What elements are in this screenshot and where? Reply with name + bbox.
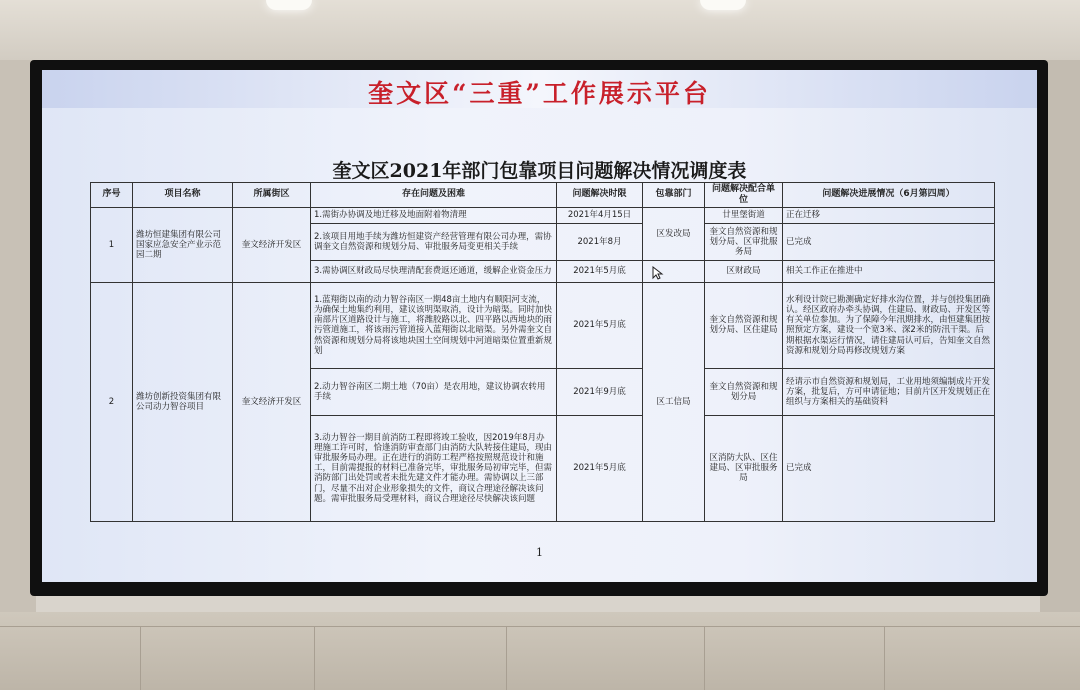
problem-cell: 3.动力智谷一期目前消防工程即将竣工验收，因2019年8月办理施工许可时，恰逢消防审查部门由消防大队转接住建局，现由审批服务局办理。正在进行的消防工程严格按照规范设计和施工，目前需提报的材料已准备完毕，审批服务局初审完毕，但需消防部门出处罚或者未批先建文件才能办理。需协调以上三部门，尽量不出对企业形象损失的文件，商议合理途径解决该问题。需审批服务局受理材料，商议合理途径尽快解决该问题: [311, 415, 557, 521]
deadline-cell: 2021年5月底: [557, 283, 643, 369]
header-dept: 包靠部门: [643, 183, 705, 208]
problem-cell: 2.该项目用地手续为潍坊恒建资产经营管理有限公司办理，需协调奎文自然资源和规划分局、审批服务局变更相关手续: [311, 223, 557, 260]
wall-panel-seam: [506, 626, 507, 690]
header-seq: 序号: [91, 183, 133, 208]
header-progress: 问题解决进展情况（6月第四周）: [783, 183, 995, 208]
group1-project: 潍坊恒建集团有限公司国家应急安全产业示范园二期: [133, 207, 233, 283]
wall-panel-seam: [704, 626, 705, 690]
progress-cell: 水利设计院已勘测确定好排水沟位置，并与创投集团确认。经区政府办牵头协调，住建局、财政局、开发区等有关单位参加。为了保障今年汛期排水，由恒建集团按照预定方案，建设一个宽3米、深2米的防汛干渠。后期根据水渠运行情况，请住建局认可后，告知奎文自然资源和规划分局再修改规划方案: [783, 283, 995, 369]
dispatch-table: [90, 182, 995, 522]
group2-dept: 区工信局: [643, 283, 705, 522]
coop-cell: 奎文自然资源和规划分局: [705, 368, 783, 415]
coop-cell: 区财政局: [705, 260, 783, 282]
deadline-cell: 2021年5月底: [557, 260, 643, 282]
deadline-cell: 2021年4月15日: [557, 207, 643, 223]
progress-cell: 相关工作正在推进中: [783, 260, 995, 282]
progress-cell: 正在迁移: [783, 207, 995, 223]
header-coop: 问题解决配合单位: [705, 183, 783, 208]
group1-dept: 区发改局: [643, 207, 705, 260]
platform-banner: [42, 70, 1037, 108]
coop-cell: 廿里堡街道: [705, 207, 783, 223]
group2-project: 潍坊创新投资集团有限公司动力智谷项目: [133, 283, 233, 522]
ceiling-light-icon: [266, 0, 312, 10]
deadline-cell: 2021年9月底: [557, 368, 643, 415]
problem-cell: 2.动力智谷南区二期土地（70亩）是农用地，建议协调农转用手续: [311, 368, 557, 415]
group1-seq: 1: [91, 207, 133, 283]
display-screen: [42, 70, 1037, 582]
group2-seq: 2: [91, 283, 133, 522]
problem-cell: 1.蓝翔街以南的动力智谷南区一期48亩土地内有顺阳河支流，为确保土地集约利用，建议该明渠取消，设计为暗渠。同时加快南部片区道路设计与施工，将潍胶路以北、四平路以西地块的雨污管道施工，将该雨污管道接入蓝翔街以北暗渠。另外需奎文自然资源和规划分局将该地块国土空间规划中河道暗渠位置重新规划: [311, 283, 557, 369]
progress-cell: 已完成: [783, 223, 995, 260]
progress-cell: 经请示市自然资源和规划局，工业用地须编制成片开发方案，批复后，方可申请征地；目前片区开发规划正在组织与方案相关的基础资料: [783, 368, 995, 415]
lower-wall: [0, 612, 1080, 690]
deadline-cell: 2021年8月: [557, 223, 643, 260]
deadline-cell: 2021年5月底: [557, 415, 643, 521]
group2-street: 奎文经济开发区: [233, 283, 311, 522]
wall-panel-seam: [884, 626, 885, 690]
table-row: [91, 283, 995, 369]
coop-cell: 奎文自然资源和规划分局、区住建局: [705, 283, 783, 369]
group1-street: 奎文经济开发区: [233, 207, 311, 283]
header-deadline: 问题解决时限: [557, 183, 643, 208]
wall-panel-seam: [140, 626, 141, 690]
mouse-pointer-icon: [652, 266, 664, 280]
wall-panel-line: [0, 626, 1080, 627]
banner-title: 奎文区“三重”工作展示平台: [368, 79, 711, 108]
progress-cell: 已完成: [783, 415, 995, 521]
problem-cell: 1.需街办协调及地迁移及地面附着物清理: [311, 207, 557, 223]
coop-cell: 区消防大队、区住建局、区审批服务局: [705, 415, 783, 521]
header-project: 项目名称: [133, 183, 233, 208]
document-title: 奎文区2021年部门包靠项目问题解决情况调度表: [332, 160, 747, 182]
header-problem: 存在问题及困难: [311, 183, 557, 208]
wall-panel-seam: [314, 626, 315, 690]
table-row: [91, 207, 995, 223]
ceiling-light-icon: [700, 0, 746, 10]
coop-cell: 奎文自然资源和规划分局、区审批服务局: [705, 223, 783, 260]
problem-cell: 3.需协调区财政局尽快理清配套费返还通道，缓解企业资金压力: [311, 260, 557, 282]
header-street: 所属街区: [233, 183, 311, 208]
table-header-row: [91, 183, 995, 208]
page-number: 1: [536, 546, 543, 559]
